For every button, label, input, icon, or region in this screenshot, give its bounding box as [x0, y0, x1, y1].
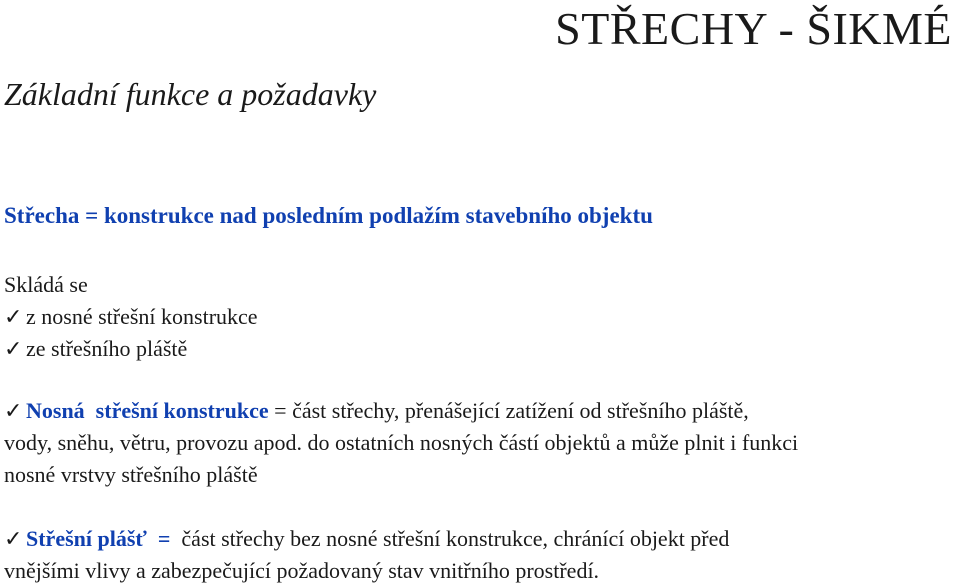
page-title: STŘECHY - ŠIKMÉ	[555, 3, 952, 54]
load-bearing-paragraph-line2: vody, sněhu, větru, provozu apod. do ostatních nosných částí objektů a může plnit i funkci	[4, 430, 799, 455]
load-bearing-equals: =	[268, 398, 293, 423]
cladding-equals: =	[146, 526, 182, 551]
load-bearing-paragraph-line1	[4, 398, 749, 424]
load-bearing-term: Nosná střešní konstrukce	[26, 398, 269, 423]
cladding-paragraph-line1	[4, 526, 729, 552]
check-icon: ✓	[4, 398, 23, 423]
cladding-term: Střešní plášť	[26, 526, 147, 551]
check-icon: ✓	[4, 526, 23, 551]
list-item	[4, 336, 187, 362]
cladding-paragraph-line2: vnějšími vlivy a zabezpečující požadovaný stav vnitřního prostředí.	[4, 558, 600, 583]
check-icon: ✓	[4, 304, 23, 329]
list-item	[4, 304, 258, 330]
list-item-label: z nosné střešní konstrukce	[26, 304, 258, 329]
roof-definition: Střecha = konstrukce nad posledním podlažím stavebního objektu	[4, 203, 653, 228]
load-bearing-text: část střechy, přenášející zatížení od střešního pláště,	[292, 398, 749, 423]
cladding-text: část střechy bez nosné střešní konstrukce, chránící objekt před	[181, 526, 730, 551]
composition-intro: Skládá se	[4, 272, 88, 297]
check-icon: ✓	[4, 336, 23, 361]
list-item-label: ze střešního pláště	[26, 336, 188, 361]
load-bearing-paragraph-line3: nosné vrstvy střešního pláště	[4, 462, 258, 487]
subtitle: Základní funkce a požadavky	[4, 76, 377, 112]
